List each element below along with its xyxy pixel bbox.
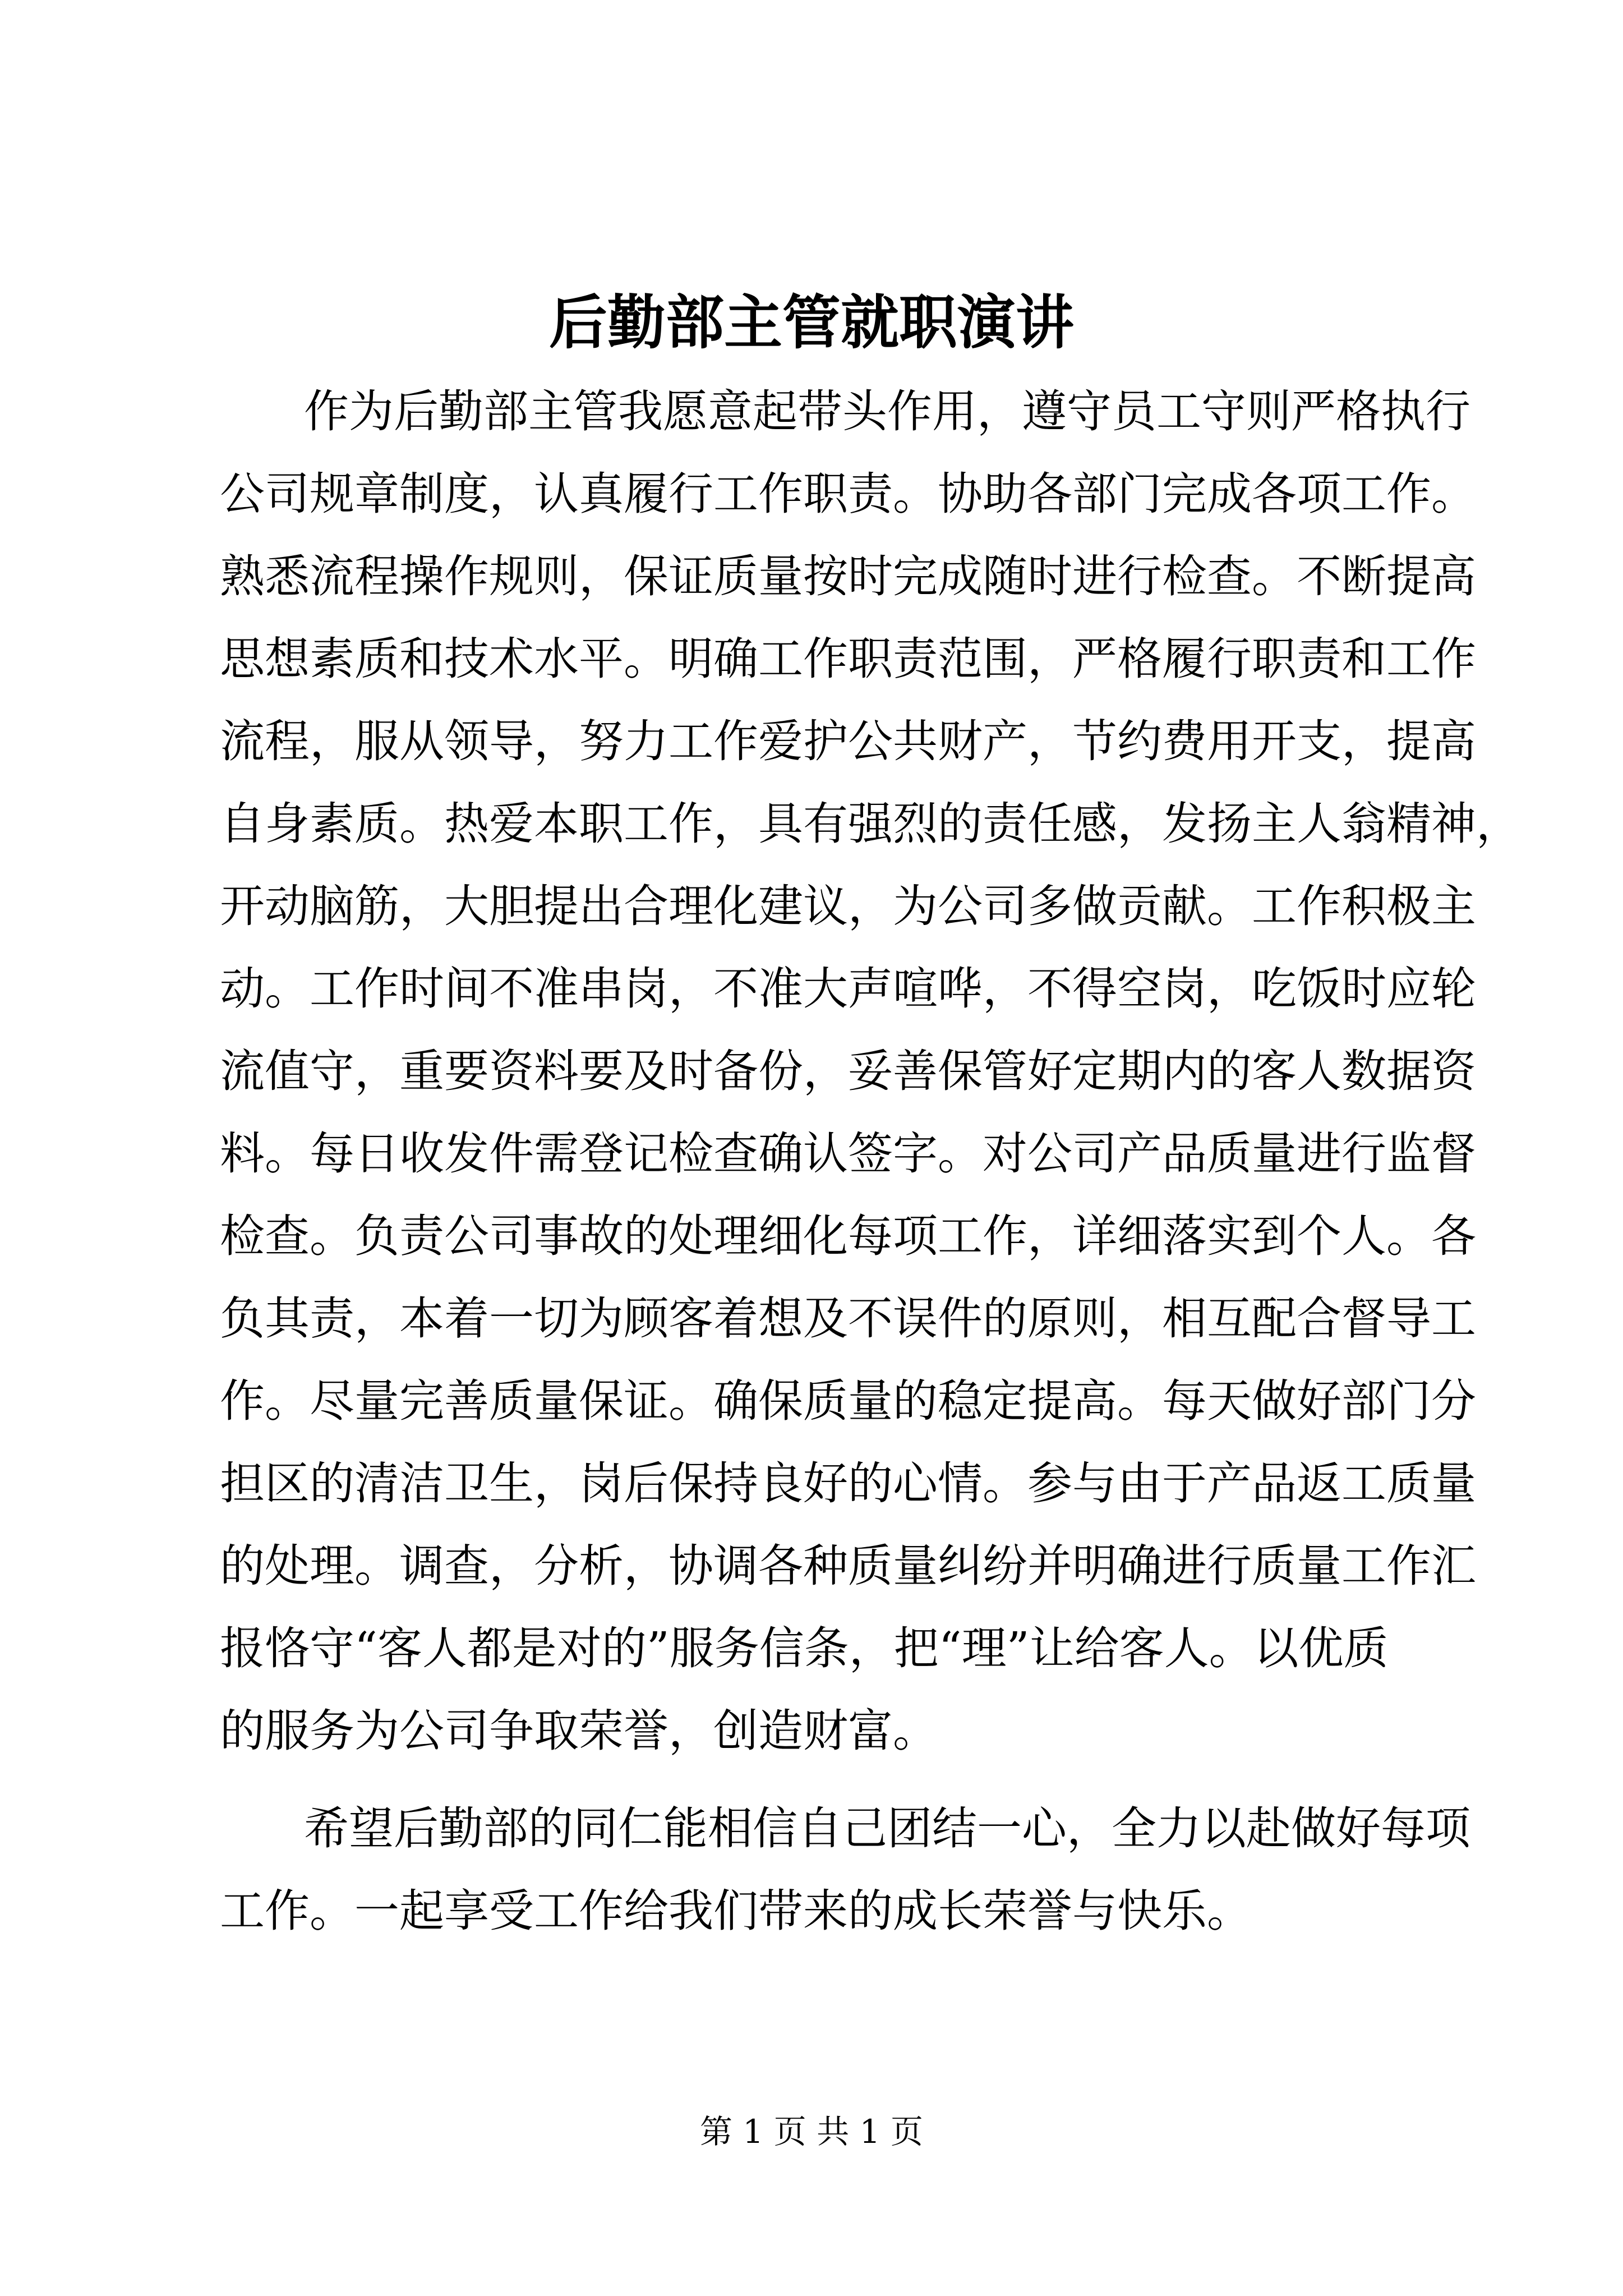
paragraph-line: 工作。一起享受工作给我们带来的成长荣誉与快乐。 [220, 1885, 1252, 1937]
paragraph-1 [220, 370, 1521, 1772]
paragraph-line: 公司规章制度，认真履行工作职责。协助各部门完成各项工作。 [220, 468, 1476, 520]
paragraph-line: 检查。负责公司事故的处理细化每项工作，详细落实到个人。各 [220, 1210, 1476, 1262]
paragraph-line: 希望后勤部的同仁能相信自己团结一心，全力以赴做好每项 [304, 1802, 1470, 1855]
paragraph-line: 负其责，本着一切为顾客着想及不误件的原则，相互配合督导工 [220, 1292, 1476, 1345]
paragraph-line: 的处理。调查，分析，协调各种质量纠纷并明确进行质量工作汇 [220, 1540, 1476, 1592]
paragraph-line: 料。每日收发件需登记检查确认签字。对公司产品质量进行监督 [220, 1128, 1476, 1180]
paragraph-line: 熟悉流程操作规则，保证质量按时完成随时进行检查。不断提高 [220, 550, 1476, 602]
paragraph-line: 思想素质和技术水平。明确工作职责范围，严格履行职责和工作 [220, 633, 1476, 685]
paragraph-line: 的服务为公司争取荣誉，创造财富。 [220, 1705, 938, 1757]
paragraph-line: 作为后勤部主管我愿意起带头作用，遵守员工守则严格执行 [304, 385, 1470, 438]
paragraph-2 [220, 1787, 1470, 1952]
paragraph-spacer [220, 1772, 1442, 1787]
page-footer: 第 1 页 共 1 页 [700, 2113, 923, 2151]
paragraph-line: 流程，服从领导，努力工作爱护公共财产，节约费用开支，提高 [220, 715, 1476, 767]
document-title: 后勤部主管就职演讲 [548, 288, 1074, 357]
paragraph-line: 担区的清洁卫生，岗后保持良好的心情。参与由于产品返工质量 [220, 1457, 1476, 1510]
paragraph-line: 动。工作时间不准串岗，不准大声喧哗，不得空岗，吃饭时应轮 [220, 963, 1476, 1015]
paragraph-line: 开动脑筋，大胆提出合理化建议，为公司多做贡献。工作积极主 [220, 880, 1476, 932]
paragraph-line: 报恪守“客人都是对的”服务信条，把“理”让给客人。以优质 [220, 1622, 1389, 1674]
paragraph-line: 自身素质。热爱本职工作，具有强烈的责任感，发扬主人翁精神， [220, 798, 1521, 850]
paragraph-line: 作。尽量完善质量保证。确保质量的稳定提高。每天做好部门分 [220, 1375, 1476, 1427]
document-body [220, 370, 1521, 1952]
paragraph-line: 流值守，重要资料要及时备份，妥善保管好定期内的客人数据资 [220, 1045, 1476, 1097]
